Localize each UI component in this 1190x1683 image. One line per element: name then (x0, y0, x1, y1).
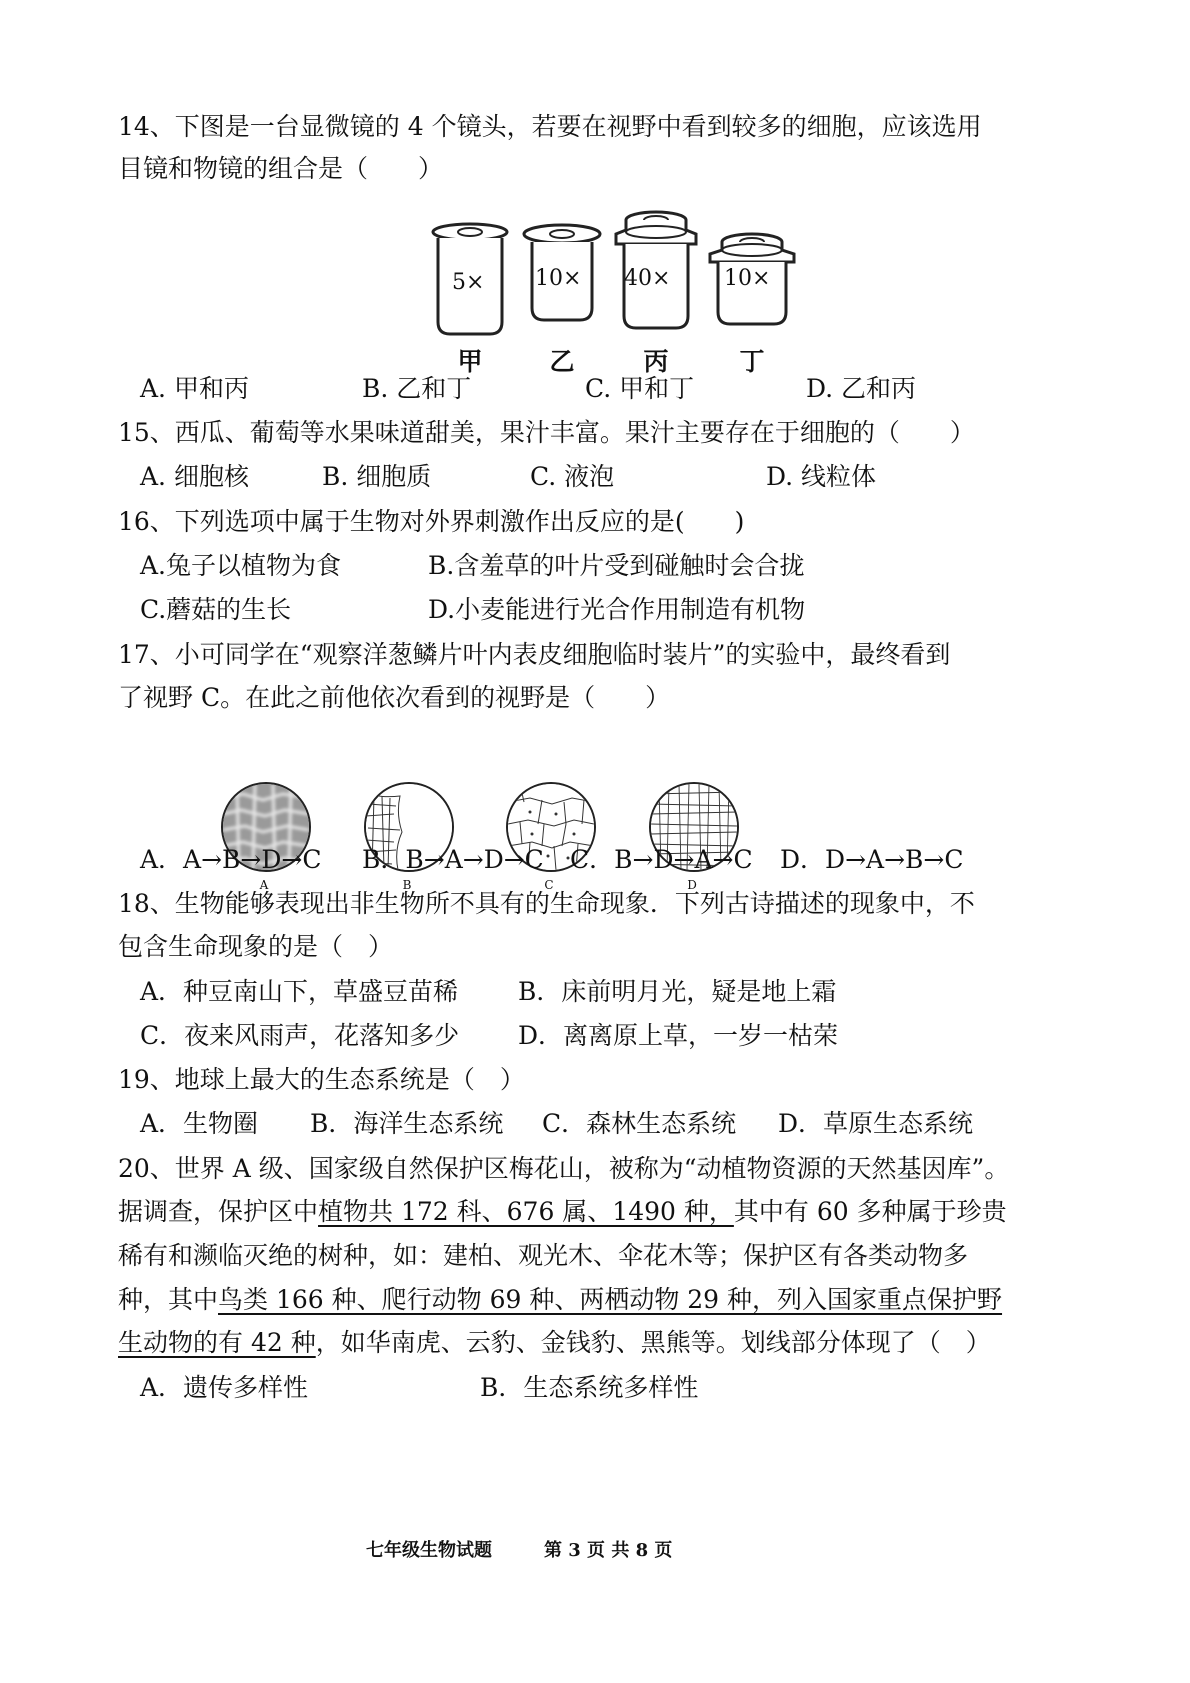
field-a-label: A (259, 878, 269, 892)
q16-option-c[interactable]: C.蘑菇的生长 (140, 595, 292, 624)
q17-option-b[interactable]: B．B→A→D→C (362, 845, 544, 874)
q20-line2-text-b: 其中有 60 多种属于珍贵 (733, 1197, 1007, 1226)
lens-ding-label: 丁 (739, 347, 765, 376)
q17-option-a[interactable]: A．A→B→D→C (140, 845, 322, 874)
q15-stem: 15、西瓜、葡萄等水果味道甜美，果汁丰富。果汁主要存在于细胞的（ ） (118, 418, 975, 447)
q20-stem-line5 (118, 1326, 991, 1360)
q14-option-b[interactable]: B. 乙和丁 (362, 374, 472, 403)
q15-option-a[interactable]: A. 细胞核 (140, 462, 249, 491)
q14-option-a[interactable]: A. 甲和丙 (140, 374, 249, 403)
q16-option-b[interactable]: B.含羞草的叶片受到碰触时会合拢 (428, 551, 805, 580)
lens-ding-mag: 10× (724, 266, 771, 291)
q17-option-d[interactable]: D．D→A→B→C (780, 845, 964, 874)
q20-stem-line3: 稀有和濒临灭绝的树种，如：建柏、观光木、伞花木等；保护区有各类动物多 (118, 1241, 969, 1270)
lens-bing-mag: 40× (624, 266, 671, 291)
q18-stem-line2: 包含生命现象的是（ ） (118, 932, 394, 961)
q16-option-a[interactable]: A.兔子以植物为食 (140, 551, 342, 580)
q20-stem-line4 (118, 1283, 1002, 1317)
q18-option-b[interactable]: B．床前明月光，疑是地上霜 (518, 977, 837, 1006)
lens-yi-label: 乙 (549, 347, 575, 376)
q14-stem-line2: 目镜和物镜的组合是（ ） (118, 154, 444, 183)
q15-option-c[interactable]: C. 液泡 (530, 462, 615, 491)
q20-line4-text-a: 种，其中 (118, 1285, 219, 1314)
field-b-label: B (402, 878, 412, 892)
q20-stem-line2 (118, 1195, 1007, 1229)
lens-jia-mag: 5× (452, 270, 485, 295)
q20-line5-text-b: ，如华南虎、云豹、金钱豹、黑熊等。划线部分体现了（ ） (315, 1328, 991, 1357)
q20-option-a[interactable]: A．遗传多样性 (140, 1373, 309, 1402)
q20-underlined-plants: 植物共 172 科、676 属、1490 种， (318, 1197, 734, 1226)
q20-underlined-animals: 鸟类 166 种、爬行动物 69 种、两栖动物 29 种，列入国家重点保护野 (218, 1285, 1003, 1314)
q18-stem-line1: 18、生物能够表现出非生物所不具有的生命现象．下列古诗描述的现象中，不 (118, 889, 975, 918)
q18-option-d[interactable]: D．离离原上草，一岁一枯荣 (518, 1021, 839, 1050)
q19-option-c[interactable]: C．森林生态系统 (542, 1109, 737, 1138)
q19-option-a[interactable]: A．生物圈 (140, 1109, 259, 1138)
q14-stem-line1: 14、下图是一台显微镜的 4 个镜头，若要在视野中看到较多的细胞，应该选用 (118, 112, 982, 141)
footer-page-number: 第 3 页 共 8 页 (544, 1540, 673, 1561)
field-c-label: C (544, 878, 554, 892)
q20-line2-text-a: 据调查，保护区中 (118, 1197, 319, 1226)
q20-underlined-protected: 生动物的有 42 种 (118, 1328, 316, 1357)
q18-option-a[interactable]: A．种豆南山下，草盛豆苗稀 (140, 977, 459, 1006)
footer-subject: 七年级生物试题 (366, 1540, 492, 1561)
lens-jia-label: 甲 (457, 347, 483, 376)
q20-stem-line1: 20、世界 A 级、国家级自然保护区梅花山，被称为“动植物资源的天然基因库”。 (118, 1154, 1010, 1183)
q20-option-b[interactable]: B．生态系统多样性 (480, 1373, 699, 1402)
q15-option-d[interactable]: D. 线粒体 (766, 462, 877, 491)
q14-option-c[interactable]: C. 甲和丁 (585, 374, 695, 403)
lens-bing-label: 丙 (643, 347, 669, 376)
lens-yi-mag: 10× (535, 266, 582, 291)
q19-option-d[interactable]: D．草原生态系统 (778, 1109, 974, 1138)
q16-stem: 16、下列选项中属于生物对外界刺激作出反应的是( ) (118, 507, 745, 536)
q16-option-d[interactable]: D.小麦能进行光合作用制造有机物 (428, 595, 806, 624)
q17-stem-line1: 17、小可同学在“观察洋葱鳞片叶内表皮细胞临时装片”的实验中，最终看到 (118, 640, 951, 669)
q18-option-c[interactable]: C．夜来风雨声，花落知多少 (140, 1021, 460, 1050)
q17-stem-line2: 了视野 C。在此之前他依次看到的视野是（ ） (118, 683, 671, 712)
q19-stem: 19、地球上最大的生态系统是（ ） (118, 1065, 525, 1094)
field-d-label: D (687, 878, 697, 892)
q17-option-c[interactable]: C．B→D→A→C (570, 845, 753, 874)
q15-option-b[interactable]: B. 细胞质 (322, 462, 432, 491)
q14-option-d[interactable]: D. 乙和丙 (806, 374, 917, 403)
q19-option-b[interactable]: B．海洋生态系统 (310, 1109, 504, 1138)
